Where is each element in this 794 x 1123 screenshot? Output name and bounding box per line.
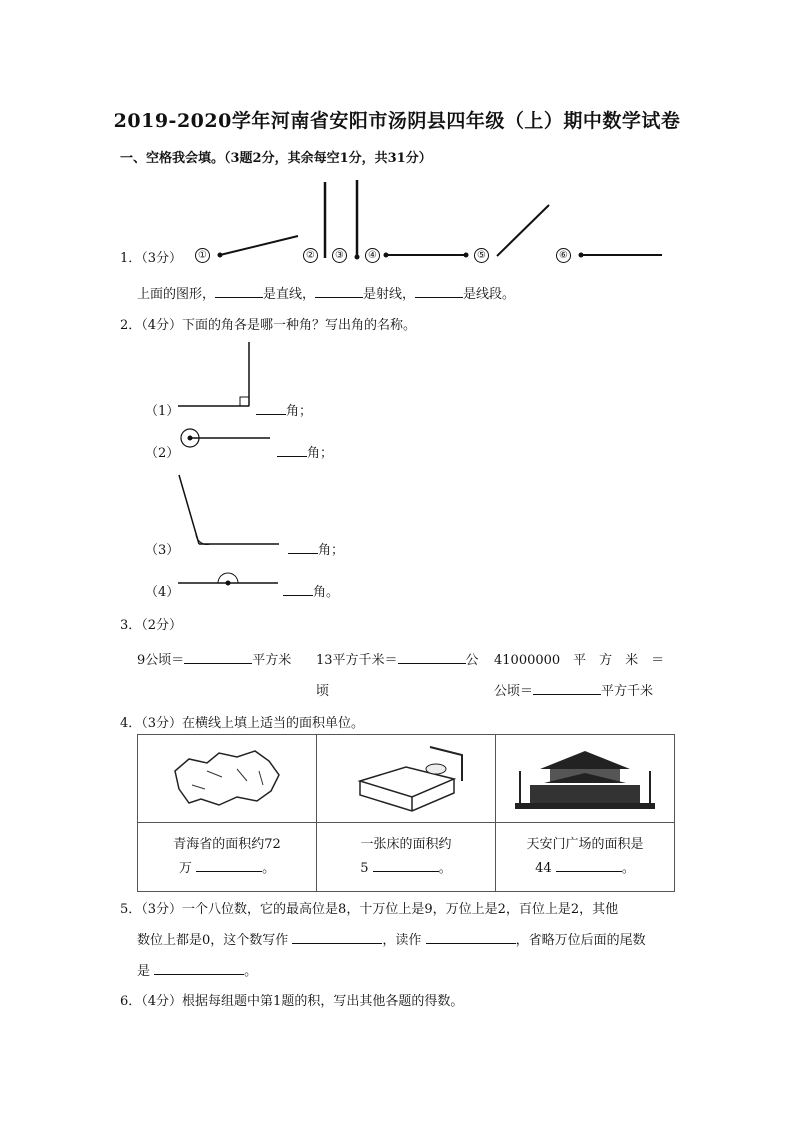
q5-blank-write[interactable] bbox=[292, 931, 382, 944]
q1-head: 1．（3分） bbox=[120, 251, 183, 266]
q2-item-4-label: （4） bbox=[145, 585, 180, 600]
q3-blank-3[interactable] bbox=[533, 682, 601, 695]
section-heading: 一、空格我会填。（3题2分，其余每空1分，共31分） bbox=[120, 151, 432, 166]
q5-line3: 是 。 bbox=[137, 964, 258, 979]
q4-cell-2-line1: 一张床的面积约 bbox=[360, 837, 452, 852]
q5-blank-approx[interactable] bbox=[154, 962, 244, 975]
q1-blank-segment[interactable] bbox=[415, 285, 463, 298]
q4-cell-3-line2: 44 。 bbox=[535, 861, 635, 876]
qinghai-map-icon bbox=[167, 741, 287, 813]
q2-blank-3[interactable] bbox=[288, 541, 318, 554]
q6-head: 6．（4分）根据每组题中第1题的积，写出其他各题的得数。 bbox=[120, 994, 464, 1009]
q4-text-cell-2 bbox=[317, 823, 496, 892]
q1-figure-label-6: ⑥ bbox=[556, 248, 571, 263]
q2-item-4-answer: 角。 bbox=[283, 581, 339, 600]
q2-item-2-answer: 角； bbox=[277, 442, 333, 461]
tiananmen-icon bbox=[510, 741, 660, 813]
q4-cell-3-line1: 天安门广场的面积是 bbox=[526, 837, 644, 852]
q3-part-3: 41000000 平 方 米 ＝ bbox=[494, 653, 665, 668]
q4-text-cell-1 bbox=[138, 823, 317, 892]
q1-figure-label-5: ⑤ bbox=[474, 248, 489, 263]
q4-head: 4．（3分）在横线上填上适当的面积单位。 bbox=[120, 716, 365, 731]
q4-cell-2-line2: 5 。 bbox=[360, 861, 452, 876]
q2-item-3-answer: 角； bbox=[288, 539, 344, 558]
q4-table bbox=[137, 734, 675, 892]
q4-cell-1-line2: 万 。 bbox=[178, 861, 276, 876]
q1-blank-line[interactable] bbox=[215, 285, 263, 298]
q5-line1: 5．（3分）一个八位数，它的最高位是8，十万位上是9，万位上是2，百位上是2，其他 bbox=[120, 902, 619, 917]
q2-blank-4[interactable] bbox=[283, 583, 313, 596]
q4-image-cell-1 bbox=[138, 735, 317, 823]
q1-figure-label-4: ④ bbox=[365, 248, 380, 263]
q2-item-1-answer: 角； bbox=[256, 400, 312, 419]
bed-icon bbox=[346, 741, 466, 813]
q2-item-1-label: （1） bbox=[145, 404, 180, 419]
q2-item-2-label: （2） bbox=[145, 446, 180, 461]
q1-text: 上面的图形， 是直线， 是射线， 是线段。 bbox=[137, 287, 516, 302]
q3-head: 3．（2分） bbox=[120, 618, 183, 633]
q3-part-1: 9公顷＝ 平方米 bbox=[137, 653, 292, 668]
q4-blank-1[interactable] bbox=[196, 859, 262, 872]
q4-image-cell-3 bbox=[496, 735, 675, 823]
q4-blank-3[interactable] bbox=[556, 859, 622, 872]
page-title: 2019-2020学年河南省安阳市汤阴县四年级（上）期中数学试卷 bbox=[113, 110, 681, 132]
q3-blank-1[interactable] bbox=[184, 651, 252, 664]
q3-part-2-cont: 顷 bbox=[316, 684, 330, 699]
q4-blank-2[interactable] bbox=[373, 859, 439, 872]
q2-blank-1[interactable] bbox=[256, 402, 286, 415]
q1-blank-ray[interactable] bbox=[315, 285, 363, 298]
q2-item-3-label: （3） bbox=[145, 543, 180, 558]
q3-part-2: 13平方千米＝ 公 bbox=[316, 653, 479, 668]
q1-figure-label-2: ② bbox=[303, 248, 318, 263]
q2-blank-2[interactable] bbox=[277, 444, 307, 457]
q4-image-cell-2 bbox=[317, 735, 496, 823]
q5-line2: 数位上都是0，这个数写作 ，读作 ，省略万位后面的尾数 bbox=[137, 933, 646, 948]
q3-blank-2[interactable] bbox=[398, 651, 466, 664]
q2-head: 2．（4分）下面的角各是哪一种角？写出角的名称。 bbox=[120, 318, 417, 333]
q5-blank-read[interactable] bbox=[426, 931, 516, 944]
q1-figure-label-1: ① bbox=[195, 248, 210, 263]
q1-figure-label-3: ③ bbox=[332, 248, 347, 263]
q4-text-cell-3 bbox=[496, 823, 675, 892]
q3-part-3-cont: 公顷＝ 平方千米 bbox=[494, 684, 654, 699]
q4-cell-1-line1: 青海省的面积约72 bbox=[173, 837, 281, 852]
